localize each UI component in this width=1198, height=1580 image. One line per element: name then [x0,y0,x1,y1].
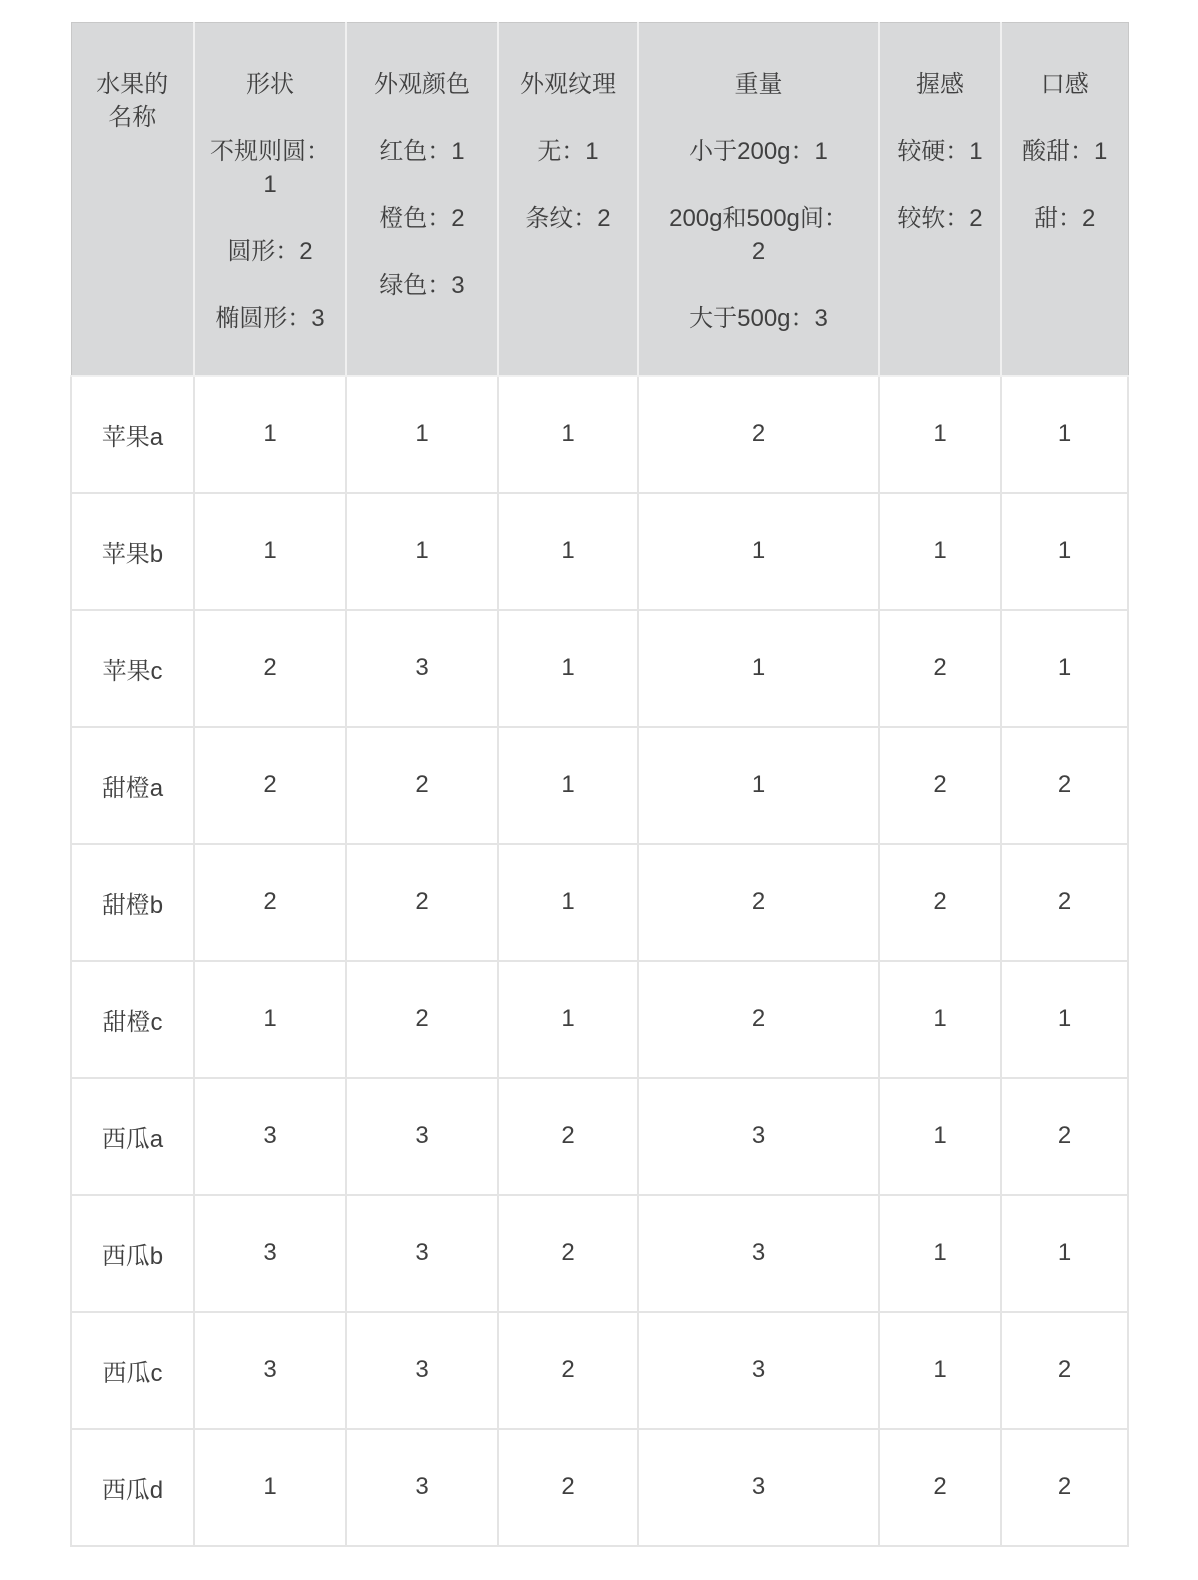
legend-item: 圆形：2 [227,238,313,265]
data-cell: 2 [346,727,498,844]
col-header-shape [194,23,346,376]
legend-item: 甜：2 [1034,205,1096,232]
legend-item: 椭圆形：3 [215,305,325,332]
table-body [71,376,1128,1546]
data-cell: 3 [346,1312,498,1429]
legend-item: 红色：1 [379,138,465,165]
table-row [71,1312,1128,1429]
legend-item: 较软：2 [897,205,983,232]
col-header-grip [879,23,1001,376]
row-label: 甜橙a [71,727,194,844]
data-cell: 1 [879,1078,1001,1195]
data-cell: 2 [498,1195,638,1312]
data-cell: 2 [346,844,498,961]
data-cell: 1 [498,844,638,961]
data-cell: 2 [638,376,879,493]
table-row [71,493,1128,610]
table-row [71,376,1128,493]
data-cell: 1 [498,376,638,493]
fruit-feature-table-wrap [70,22,1129,1547]
data-cell: 1 [1001,376,1128,493]
column-title: 口感 [1040,71,1089,98]
data-cell: 1 [346,376,498,493]
col-header-weight [638,23,879,376]
data-cell: 3 [194,1195,346,1312]
data-cell: 1 [879,1195,1001,1312]
col-header-texture [498,23,638,376]
table-row [71,1078,1128,1195]
data-cell: 1 [194,961,346,1078]
column-title: 水果的名称 [96,71,169,131]
col-header-fruit-name [71,23,194,376]
data-cell: 1 [194,493,346,610]
header-row [71,23,1128,376]
data-cell: 3 [346,1429,498,1546]
data-cell: 1 [498,961,638,1078]
data-cell: 2 [638,844,879,961]
data-cell: 1 [498,727,638,844]
data-cell: 2 [346,961,498,1078]
table-row [71,727,1128,844]
legend-item: 条纹：2 [525,205,611,232]
table-row [71,1195,1128,1312]
data-cell: 3 [194,1312,346,1429]
row-label: 西瓜a [71,1078,194,1195]
legend-item: 绿色：3 [379,272,465,299]
data-cell: 2 [638,961,879,1078]
data-cell: 1 [638,727,879,844]
data-cell: 1 [1001,610,1128,727]
data-cell: 3 [194,1078,346,1195]
data-cell: 2 [498,1429,638,1546]
data-cell: 1 [1001,961,1128,1078]
data-cell: 3 [638,1429,879,1546]
data-cell: 2 [879,727,1001,844]
legend-item: 不规则圆：1 [210,138,330,198]
table-header [71,23,1128,376]
data-cell: 1 [498,493,638,610]
data-cell: 3 [346,1195,498,1312]
data-cell: 1 [879,376,1001,493]
table-row [71,1429,1128,1546]
data-cell: 2 [879,1429,1001,1546]
data-cell: 1 [194,376,346,493]
legend-item: 200g和500g间：2 [669,205,848,265]
data-cell: 1 [498,610,638,727]
data-cell: 1 [194,1429,346,1546]
row-label: 甜橙c [71,961,194,1078]
data-cell: 1 [879,493,1001,610]
row-label: 苹果c [71,610,194,727]
col-header-taste [1001,23,1128,376]
data-cell: 2 [194,610,346,727]
data-cell: 2 [194,844,346,961]
table-row [71,961,1128,1078]
data-cell: 3 [346,610,498,727]
row-label: 甜橙b [71,844,194,961]
fruit-feature-table [70,22,1129,1547]
data-cell: 3 [638,1312,879,1429]
data-cell: 2 [879,844,1001,961]
legend-item: 小于200g：1 [689,138,828,165]
data-cell: 2 [498,1312,638,1429]
row-label: 西瓜b [71,1195,194,1312]
row-label: 苹果b [71,493,194,610]
data-cell: 2 [1001,1429,1128,1546]
data-cell: 2 [879,610,1001,727]
data-cell: 3 [638,1078,879,1195]
data-cell: 2 [194,727,346,844]
table-row [71,610,1128,727]
data-cell: 1 [879,1312,1001,1429]
legend-item: 大于500g：3 [689,305,828,332]
column-title: 外观颜色 [374,71,470,98]
data-cell: 1 [638,610,879,727]
row-label: 苹果a [71,376,194,493]
data-cell: 2 [1001,727,1128,844]
data-cell: 1 [1001,493,1128,610]
data-cell: 3 [638,1195,879,1312]
data-cell: 2 [1001,1078,1128,1195]
column-title: 握感 [916,71,964,98]
data-cell: 2 [1001,1312,1128,1429]
data-cell: 1 [638,493,879,610]
data-cell: 1 [346,493,498,610]
column-title: 重量 [734,71,783,98]
row-label: 西瓜d [71,1429,194,1546]
row-label: 西瓜c [71,1312,194,1429]
data-cell: 2 [498,1078,638,1195]
col-header-color [346,23,498,376]
data-cell: 1 [879,961,1001,1078]
legend-item: 酸甜：1 [1022,138,1108,165]
table-row [71,844,1128,961]
legend-item: 橙色：2 [379,205,465,232]
data-cell: 2 [1001,844,1128,961]
column-title: 形状 [246,71,294,98]
data-cell: 3 [346,1078,498,1195]
legend-item: 无：1 [537,138,599,165]
legend-item: 较硬：1 [897,138,983,165]
data-cell: 1 [1001,1195,1128,1312]
column-title: 外观纹理 [520,71,616,98]
